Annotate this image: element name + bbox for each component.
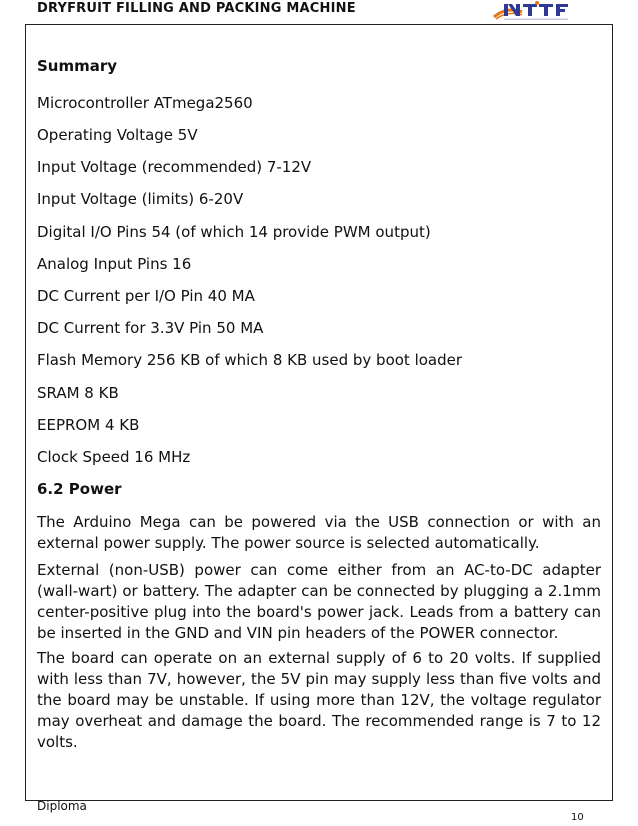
footer-label: Diploma — [37, 799, 87, 813]
spec-digital-io-pins: Digital I/O Pins 54 (of which 14 provide PWM output) — [37, 223, 431, 241]
spec-microcontroller: Microcontroller ATmega2560 — [37, 94, 253, 112]
spec-dc-current-3v3-pin: DC Current for 3.3V Pin 50 MA — [37, 319, 264, 337]
logo-tagline-graphic — [504, 19, 568, 21]
logo-wordmark — [504, 4, 568, 16]
nttf-logo — [492, 0, 592, 24]
spec-clock-speed: Clock Speed 16 MHz — [37, 448, 191, 466]
spec-input-voltage-limits: Input Voltage (limits) 6-20V — [37, 190, 244, 208]
summary-heading: Summary — [37, 57, 118, 75]
power-paragraph-2: External (non-USB) power can come either from an AC-to-DC adapter (wall-wart) or battery. The adapter can be connected by plugging a 2.1mm center-positive plug into the board's power jack. Leads from a battery can be inserted in the GND and VIN pin headers of the POWER connector. — [37, 561, 601, 642]
power-paragraph-1: The Arduino Mega can be powered via the USB connection or with an external power supply. The power source is selected automatically. — [37, 513, 601, 552]
spec-analog-input-pins: Analog Input Pins 16 — [37, 255, 192, 273]
document-header-title: DRYFRUIT FILLING AND PACKING MACHINE — [37, 1, 356, 16]
spec-sram: SRAM 8 KB — [37, 384, 119, 402]
spec-dc-current-io-pin: DC Current per I/O Pin 40 MA — [37, 287, 255, 305]
spec-operating-voltage: Operating Voltage 5V — [37, 126, 198, 144]
nttf-logo-graphic — [492, 0, 592, 24]
spec-eeprom: EEPROM 4 KB — [37, 416, 140, 434]
spec-input-voltage-recommended: Input Voltage (recommended) 7-12V — [37, 158, 312, 176]
power-paragraph-3: The board can operate on an external supply of 6 to 20 volts. If supplied with less than 7V, however, the 5V pin may supply less than five volts and the board may be unstable. If using more than 12V, the voltage regulator may overheat and damage the board. The recommended range is 7 to 12 volts. — [37, 649, 601, 751]
power-heading: 6.2 Power — [37, 480, 122, 498]
page-number: 10 — [571, 812, 584, 823]
spec-flash-memory: Flash Memory 256 KB of which 8 KB used by boot loader — [37, 351, 463, 369]
logo-dot — [535, 1, 539, 5]
